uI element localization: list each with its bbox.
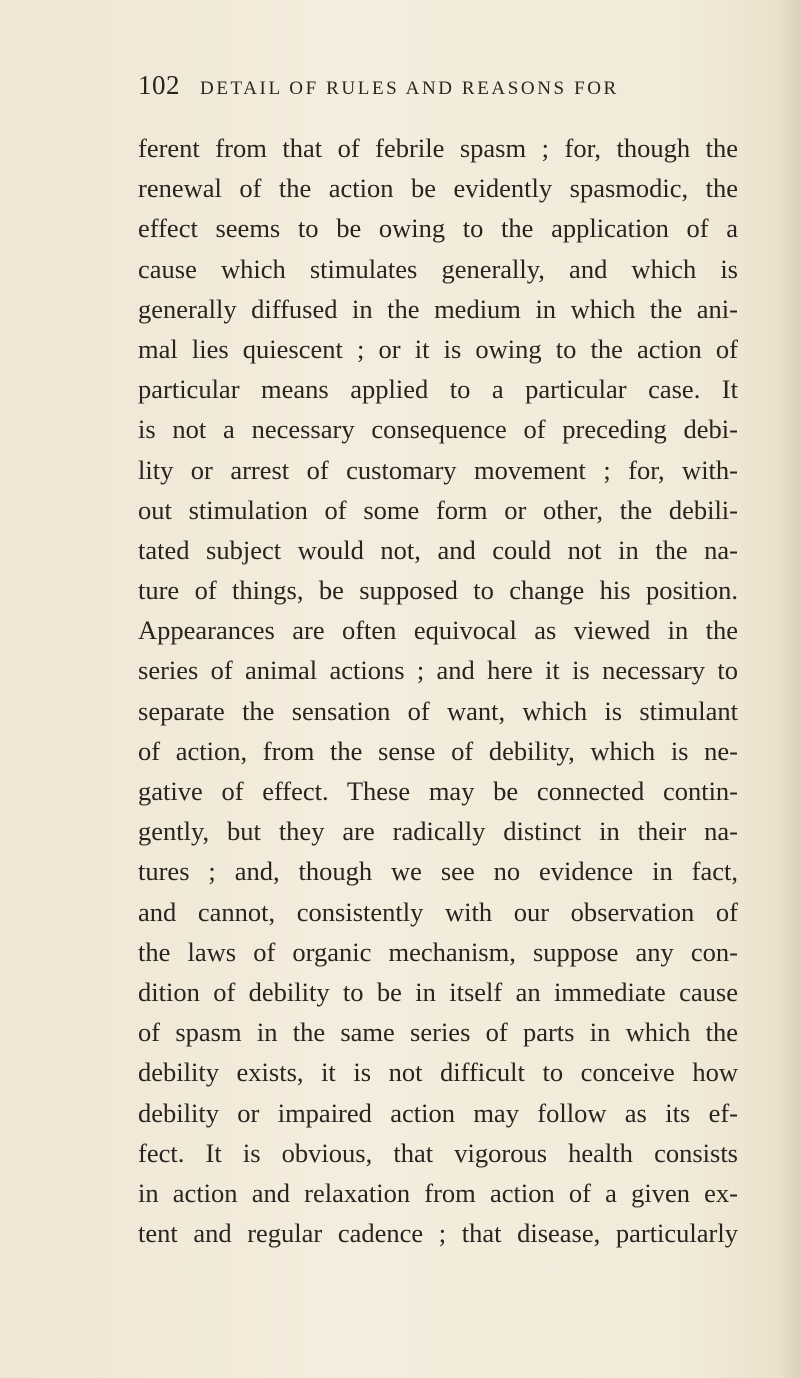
text-line: ferent from that of febrile spasm ; for, though the bbox=[138, 133, 738, 163]
text-line: renewal of the action be evidently spasmodic, the bbox=[138, 173, 738, 204]
page-edge-shadow bbox=[779, 0, 801, 1378]
body-text bbox=[138, 128, 738, 1253]
text-line: debility exists, it is not difficult to conceive how bbox=[138, 1057, 738, 1088]
text-line: ture of things, be supposed to change his position. bbox=[138, 575, 738, 606]
text-line: tures ; and, though we see no evidence in fact, bbox=[138, 856, 738, 887]
text-line: lity or arrest of customary movement ; for, with- bbox=[138, 454, 738, 485]
text-line: gative of effect. These may be connected contin- bbox=[138, 776, 738, 806]
text-line: dition of debility to be in itself an immediate cause bbox=[138, 976, 738, 1007]
text-line: tent and regular cadence ; that disease, particularly bbox=[138, 1218, 738, 1249]
text-line: fect. It is obvious, that vigorous health consists bbox=[138, 1137, 738, 1168]
text-line: cause which stimulates generally, and which is bbox=[138, 253, 738, 284]
running-head bbox=[138, 70, 698, 106]
text-line: and cannot, consistently with our observation of bbox=[138, 896, 738, 927]
text-line: is not a necessary consequence of preceding debi- bbox=[138, 414, 738, 445]
text-line: tated subject would not, and could not in the na- bbox=[138, 534, 738, 565]
text-line: gently, but they are radically distinct in their na- bbox=[138, 816, 738, 847]
running-head-title: DETAIL OF RULES AND REASONS FOR bbox=[200, 78, 619, 99]
text-line: separate the sensation of want, which is stimulant bbox=[138, 695, 738, 726]
text-line: particular means applied to a particular case. It bbox=[138, 374, 738, 405]
text-line: the laws of organic mechanism, suppose any con- bbox=[138, 936, 738, 967]
text-line: generally diffused in the medium in which the ani- bbox=[138, 293, 738, 324]
text-line: Appearances are often equivocal as viewed in the bbox=[138, 615, 738, 646]
text-line: effect seems to be owing to the application of a bbox=[138, 213, 738, 244]
text-line: in action and relaxation from action of a given ex- bbox=[138, 1177, 738, 1208]
text-line: of spasm in the same series of parts in which the bbox=[138, 1017, 738, 1048]
text-line: mal lies quiescent ; or it is owing to the action of bbox=[138, 333, 738, 364]
page-number: 102 bbox=[138, 70, 180, 100]
text-line: series of animal actions ; and here it is necessary to bbox=[138, 655, 738, 686]
text-line: out stimulation of some form or other, the debili- bbox=[138, 494, 738, 525]
text-line: of action, from the sense of debility, which is ne- bbox=[138, 735, 738, 766]
text-line: debility or impaired action may follow as its ef- bbox=[138, 1097, 738, 1128]
